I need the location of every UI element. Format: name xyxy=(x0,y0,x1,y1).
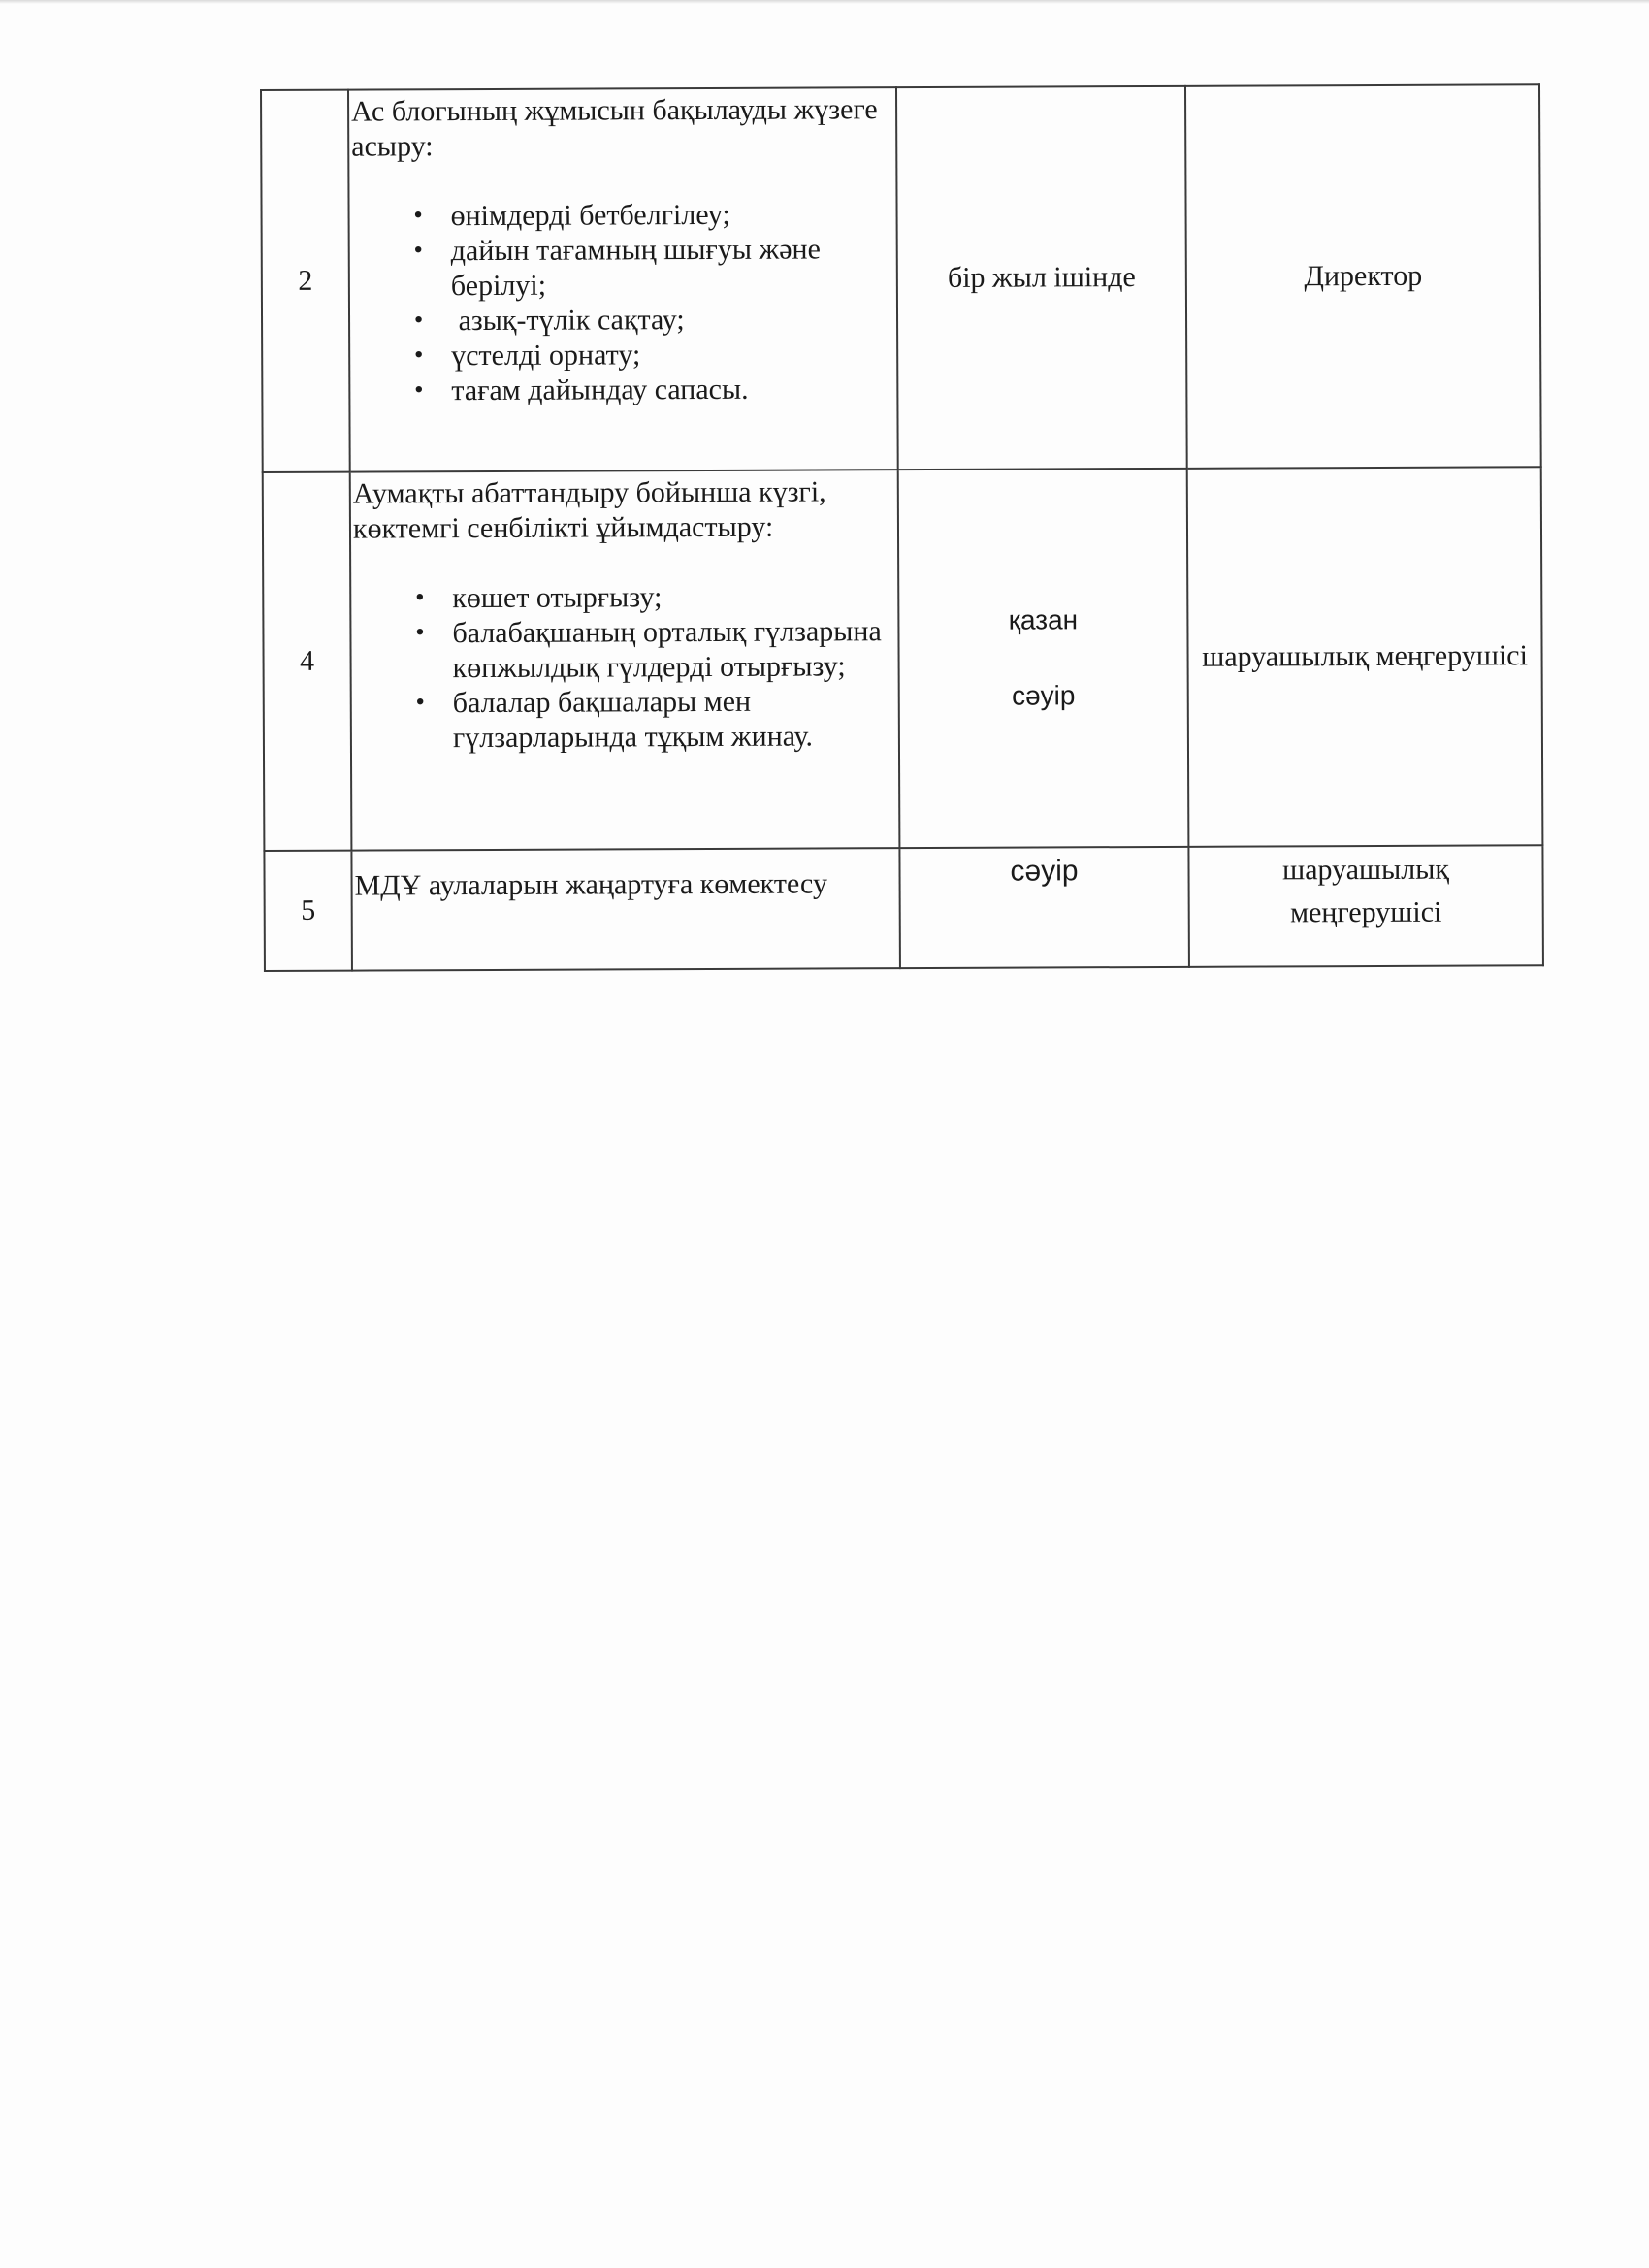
table-row xyxy=(261,84,1541,472)
term-gap xyxy=(899,637,1186,679)
plan-table xyxy=(260,83,1544,972)
term-line: қазан xyxy=(1008,604,1079,635)
responsible-line: меңгерушісі xyxy=(1290,895,1442,929)
responsible-cell xyxy=(1188,845,1543,967)
responsible-line: шаруашылық xyxy=(1281,853,1450,887)
term-cell: бір жыл ішінде xyxy=(896,86,1187,470)
responsible-cell: шаруашылық меңгерушісі xyxy=(1187,467,1543,847)
list-item: • үстелді орнату; xyxy=(410,337,892,373)
term-cell xyxy=(898,469,1189,848)
list-item: • азық-түлік сақтау; xyxy=(410,302,892,339)
task-list xyxy=(353,579,894,756)
term-line: сәуір xyxy=(1011,680,1076,711)
task-title: Ас блогының жұмысын бақылауды жүзеге асыру: xyxy=(351,93,878,163)
responsible-cell: Директор xyxy=(1185,84,1541,469)
list-item: • көшет отырғызу; xyxy=(411,579,893,616)
task-cell xyxy=(348,87,898,471)
term-cell: сәуір xyxy=(899,847,1189,968)
task-list xyxy=(351,197,892,408)
list-item: • тағам дайындау сапасы. xyxy=(410,372,892,408)
task-cell xyxy=(350,470,900,850)
row-number: 5 xyxy=(264,851,352,971)
list-item: • өнімдерді бетбелгілеу; xyxy=(409,197,891,234)
term-stack xyxy=(899,602,1186,714)
table-row xyxy=(264,845,1543,971)
scan-edge xyxy=(0,0,1649,4)
task-title: Аумақты абаттандыру бойынша күзгі, көктемгі сенбілікті ұйымдастыру: xyxy=(352,475,826,545)
list-item: • балалар бақшалары мен гүлзарларында тұқым жинау. xyxy=(412,684,894,756)
row-number: 2 xyxy=(261,90,350,472)
row-number: 4 xyxy=(263,472,352,851)
list-item: • дайын тағамның шығуы және берілуі; xyxy=(410,232,892,304)
task-cell xyxy=(351,848,900,970)
list-item: • балабақшаның орталық гүлзарына көпжылдық гүлдерді отырғызу; xyxy=(411,614,893,686)
table-row xyxy=(263,467,1543,851)
task-title: МДҰ аулаларын жаңартуға көмектесу xyxy=(354,867,827,902)
